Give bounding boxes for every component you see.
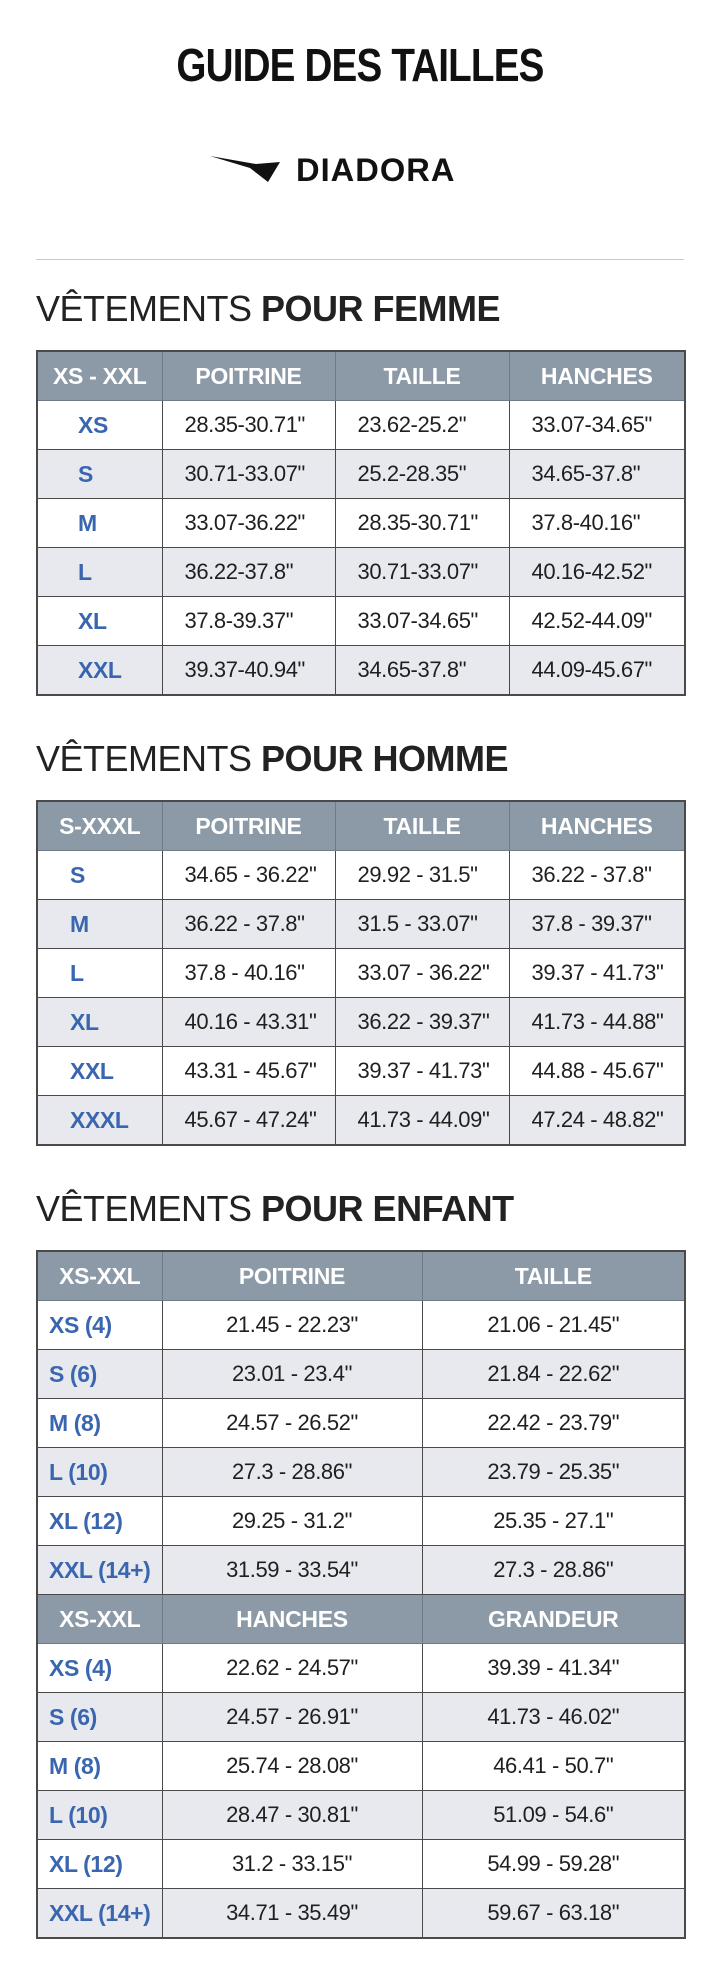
hanches-cell: 28.47 - 30.81" bbox=[162, 1791, 422, 1840]
table-row bbox=[37, 1889, 685, 1939]
table-row bbox=[37, 646, 685, 696]
hanches-cell: 42.52-44.09" bbox=[509, 597, 685, 646]
taille-cell: 22.42 - 23.79" bbox=[422, 1399, 685, 1448]
size-cell: M (8) bbox=[37, 1399, 162, 1448]
poitrine-cell: 36.22 - 37.8" bbox=[162, 900, 335, 949]
header-cell: S-XXXL bbox=[37, 801, 162, 851]
hanches-cell: 34.65-37.8" bbox=[509, 450, 685, 499]
hanches-cell: 37.8 - 39.37" bbox=[509, 900, 685, 949]
table-header-row bbox=[37, 801, 685, 851]
table-row bbox=[37, 450, 685, 499]
header-cell: GRANDEUR bbox=[422, 1595, 685, 1644]
table-row bbox=[37, 401, 685, 450]
hanches-cell: 40.16-42.52" bbox=[509, 548, 685, 597]
hanches-cell: 44.09-45.67" bbox=[509, 646, 685, 696]
hanches-cell: 47.24 - 48.82" bbox=[509, 1096, 685, 1146]
grandeur-cell: 54.99 - 59.28" bbox=[422, 1840, 685, 1889]
taille-cell: 33.07-34.65" bbox=[335, 597, 509, 646]
hanches-cell: 41.73 - 44.88" bbox=[509, 998, 685, 1047]
hanches-cell: 25.74 - 28.08" bbox=[162, 1742, 422, 1791]
table-row bbox=[37, 1791, 685, 1840]
hanches-cell: 33.07-34.65" bbox=[509, 401, 685, 450]
table-row bbox=[37, 1301, 685, 1350]
poitrine-cell: 27.3 - 28.86" bbox=[162, 1448, 422, 1497]
table-row bbox=[37, 900, 685, 949]
size-cell: S bbox=[37, 450, 162, 499]
grandeur-cell: 41.73 - 46.02" bbox=[422, 1693, 685, 1742]
size-cell: XS bbox=[37, 401, 162, 450]
table-row bbox=[37, 1350, 685, 1399]
taille-cell: 29.92 - 31.5" bbox=[335, 851, 509, 900]
table-header-row bbox=[37, 1251, 685, 1301]
taille-cell: 30.71-33.07" bbox=[335, 548, 509, 597]
section-title-kids bbox=[36, 1188, 514, 1230]
poitrine-cell: 45.67 - 47.24" bbox=[162, 1096, 335, 1146]
taille-cell: 25.35 - 27.1" bbox=[422, 1497, 685, 1546]
hanches-cell: 24.57 - 26.91" bbox=[162, 1693, 422, 1742]
taille-cell: 36.22 - 39.37" bbox=[335, 998, 509, 1047]
table-row bbox=[37, 1047, 685, 1096]
taille-cell: 41.73 - 44.09" bbox=[335, 1096, 509, 1146]
table-row bbox=[37, 1497, 685, 1546]
table-row bbox=[37, 499, 685, 548]
diadora-flying-logo-icon bbox=[210, 154, 280, 184]
header-cell: POITRINE bbox=[162, 801, 335, 851]
size-cell: XXL bbox=[37, 1047, 162, 1096]
page-title: GUIDE DES TAILLES bbox=[176, 39, 544, 91]
size-cell: XXXL bbox=[37, 1096, 162, 1146]
poitrine-cell: 36.22-37.8" bbox=[162, 548, 335, 597]
size-cell: S (6) bbox=[37, 1350, 162, 1399]
size-cell: M bbox=[37, 900, 162, 949]
header-cell: XS - XXL bbox=[37, 351, 162, 401]
table-row bbox=[37, 1096, 685, 1146]
taille-cell: 21.84 - 22.62" bbox=[422, 1350, 685, 1399]
men-size-table bbox=[36, 800, 686, 1146]
poitrine-cell: 23.01 - 23.4" bbox=[162, 1350, 422, 1399]
poitrine-cell: 40.16 - 43.31" bbox=[162, 998, 335, 1047]
taille-cell: 23.62-25.2" bbox=[335, 401, 509, 450]
table-row bbox=[37, 597, 685, 646]
size-cell: XL (12) bbox=[37, 1497, 162, 1546]
poitrine-cell: 31.59 - 33.54" bbox=[162, 1546, 422, 1595]
section-title-bold: POUR ENFANT bbox=[261, 1188, 514, 1229]
size-cell: L bbox=[37, 548, 162, 597]
kids-size-table bbox=[36, 1250, 686, 1939]
brand-name: DIADORA bbox=[296, 152, 456, 188]
taille-cell: 39.37 - 41.73" bbox=[335, 1047, 509, 1096]
table-row bbox=[37, 1546, 685, 1595]
header-cell: POITRINE bbox=[162, 1251, 422, 1301]
grandeur-cell: 51.09 - 54.6" bbox=[422, 1791, 685, 1840]
taille-cell: 27.3 - 28.86" bbox=[422, 1546, 685, 1595]
section-title-bold: POUR FEMME bbox=[261, 288, 501, 329]
table-row bbox=[37, 1399, 685, 1448]
poitrine-cell: 28.35-30.71" bbox=[162, 401, 335, 450]
grandeur-cell: 59.67 - 63.18" bbox=[422, 1889, 685, 1939]
poitrine-cell: 21.45 - 22.23" bbox=[162, 1301, 422, 1350]
header-cell: TAILLE bbox=[335, 351, 509, 401]
table-row bbox=[37, 1742, 685, 1791]
size-cell: S bbox=[37, 851, 162, 900]
size-cell: S (6) bbox=[37, 1693, 162, 1742]
poitrine-cell: 37.8-39.37" bbox=[162, 597, 335, 646]
hanches-cell: 44.88 - 45.67" bbox=[509, 1047, 685, 1096]
section-title-light: VÊTEMENTS bbox=[36, 738, 252, 779]
table-row bbox=[37, 851, 685, 900]
section-title-light: VÊTEMENTS bbox=[36, 1188, 252, 1229]
hanches-cell: 37.8-40.16" bbox=[509, 499, 685, 548]
size-cell: XS (4) bbox=[37, 1301, 162, 1350]
poitrine-cell: 30.71-33.07" bbox=[162, 450, 335, 499]
hanches-cell: 22.62 - 24.57" bbox=[162, 1644, 422, 1693]
hanches-cell: 31.2 - 33.15" bbox=[162, 1840, 422, 1889]
table-row bbox=[37, 1840, 685, 1889]
size-cell: XS (4) bbox=[37, 1644, 162, 1693]
size-cell: M bbox=[37, 499, 162, 548]
taille-cell: 23.79 - 25.35" bbox=[422, 1448, 685, 1497]
women-size-table bbox=[36, 350, 686, 696]
table-row bbox=[37, 1644, 685, 1693]
table-header-row bbox=[37, 351, 685, 401]
taille-cell: 34.65-37.8" bbox=[335, 646, 509, 696]
header-cell: HANCHES bbox=[162, 1595, 422, 1644]
taille-cell: 28.35-30.71" bbox=[335, 499, 509, 548]
brand-logo bbox=[210, 150, 510, 190]
header-cell: XS-XXL bbox=[37, 1251, 162, 1301]
taille-cell: 33.07 - 36.22" bbox=[335, 949, 509, 998]
poitrine-cell: 33.07-36.22" bbox=[162, 499, 335, 548]
hanches-cell: 39.37 - 41.73" bbox=[509, 949, 685, 998]
grandeur-cell: 39.39 - 41.34" bbox=[422, 1644, 685, 1693]
size-cell: L bbox=[37, 949, 162, 998]
size-cell: XXL (14+) bbox=[37, 1889, 162, 1939]
table-subheader-row bbox=[37, 1595, 685, 1644]
size-cell: M (8) bbox=[37, 1742, 162, 1791]
section-title-bold: POUR HOMME bbox=[261, 738, 509, 779]
section-title-women bbox=[36, 288, 500, 330]
header-divider bbox=[36, 259, 684, 260]
hanches-cell: 36.22 - 37.8" bbox=[509, 851, 685, 900]
header-cell: TAILLE bbox=[335, 801, 509, 851]
size-cell: XL (12) bbox=[37, 1840, 162, 1889]
poitrine-cell: 39.37-40.94" bbox=[162, 646, 335, 696]
taille-cell: 21.06 - 21.45" bbox=[422, 1301, 685, 1350]
poitrine-cell: 37.8 - 40.16" bbox=[162, 949, 335, 998]
table-row bbox=[37, 1693, 685, 1742]
poitrine-cell: 24.57 - 26.52" bbox=[162, 1399, 422, 1448]
size-cell: L (10) bbox=[37, 1791, 162, 1840]
poitrine-cell: 43.31 - 45.67" bbox=[162, 1047, 335, 1096]
taille-cell: 25.2-28.35" bbox=[335, 450, 509, 499]
size-cell: XL bbox=[37, 998, 162, 1047]
section-title-light: VÊTEMENTS bbox=[36, 288, 252, 329]
poitrine-cell: 29.25 - 31.2" bbox=[162, 1497, 422, 1546]
grandeur-cell: 46.41 - 50.7" bbox=[422, 1742, 685, 1791]
size-cell: XXL (14+) bbox=[37, 1546, 162, 1595]
header-cell: HANCHES bbox=[509, 801, 685, 851]
table-row bbox=[37, 1448, 685, 1497]
header-cell: TAILLE bbox=[422, 1251, 685, 1301]
section-title-men bbox=[36, 738, 508, 780]
header-cell: XS-XXL bbox=[37, 1595, 162, 1644]
hanches-cell: 34.71 - 35.49" bbox=[162, 1889, 422, 1939]
header-cell: POITRINE bbox=[162, 351, 335, 401]
table-row bbox=[37, 949, 685, 998]
size-cell: XXL bbox=[37, 646, 162, 696]
taille-cell: 31.5 - 33.07" bbox=[335, 900, 509, 949]
table-row bbox=[37, 998, 685, 1047]
poitrine-cell: 34.65 - 36.22" bbox=[162, 851, 335, 900]
table-row bbox=[37, 548, 685, 597]
header-cell: HANCHES bbox=[509, 351, 685, 401]
size-cell: L (10) bbox=[37, 1448, 162, 1497]
size-cell: XL bbox=[37, 597, 162, 646]
